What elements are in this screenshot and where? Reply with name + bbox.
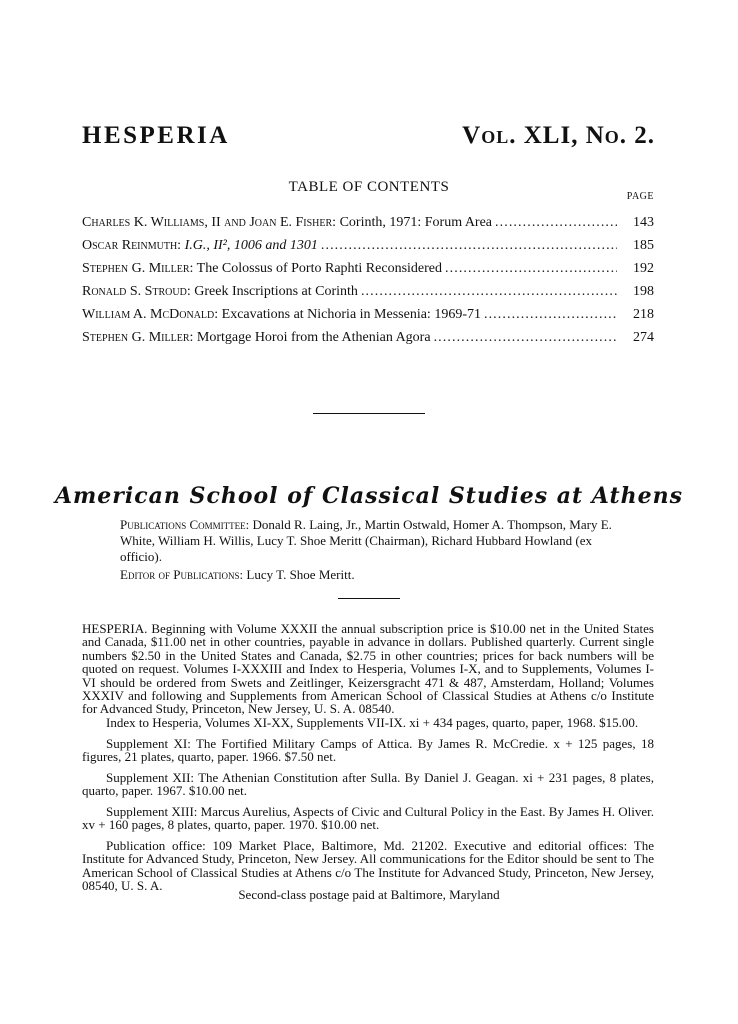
toc-page: 274: [633, 330, 654, 345]
toc-title: Greek Inscriptions at Corinth: [194, 284, 358, 299]
editor-label: Editor of Publications:: [120, 567, 244, 582]
postage-note: Second-class postage paid at Baltimore, Maryland: [238, 887, 500, 902]
supplement-xii-paragraph: Supplement XII: The Athenian Constitution after Sulla. By Daniel J. Geagan. xi + 231 pages, 8 plates, quarto, paper. 1967. $10.00 net.: [82, 770, 654, 799]
toc-entry: [82, 215, 654, 235]
toc-page: 218: [633, 307, 654, 322]
toc-title: Corinth, 1971: Forum Area: [339, 215, 493, 230]
journal-title: HESPERIA: [82, 122, 230, 149]
subscription-paragraph: HESPERIA. Beginning with Volume XXXII the annual subscription price is $10.00 net in the United States and Canada, $11.00 net in other countries, payable in advance in dollars. Published quarterly. Current single numbers $2.50 in the United States and Canada, $2.75 in other countries; prices for back numbers will be quoted on request. Volumes I-XXXIII and Index to Hesperia, Volumes I-X, and to Supplements, Volumes I-VI should be ordered from Swets and Zeitlinger, Keizersgracht 471 & 487, Amsterdam, Holland; Volumes XXXIV and following and Supplements from American School of Classical Studies at Athens c/o Institute for Advanced Study, Princeton, New Jersey, U. S. A. 08540.: [82, 621, 654, 717]
publications-committee: [120, 517, 620, 565]
toc-title: The Colossus of Porto Raphti Reconsidered: [196, 261, 443, 276]
toc-entry: [82, 284, 654, 304]
toc-author: Stephen G. Miller:: [82, 330, 194, 345]
toc-title: Mortgage Horoi from the Athenian Agora: [196, 330, 431, 345]
toc-author: William A. McDonald:: [82, 307, 219, 322]
toc-heading: TABLE OF CONTENTS: [288, 179, 450, 195]
committee-members: Donald R. Laing, Jr., Martin Ostwald, Homer A. Thompson, Mary E. White, William H. Willis, Lucy T. Shoe Meritt (Chairman), Richard Hubbard Howland (ex officio).: [120, 517, 612, 564]
editor-line: [120, 567, 620, 583]
toc-page: 185: [633, 238, 654, 253]
index-paragraph: Index to Hesperia, Volumes XI-XX, Supplements VII-IX. xi + 434 pages, quarto, paper, 1968. $15.00.: [106, 715, 639, 730]
toc-author: Stephen G. Miller:: [82, 261, 194, 276]
toc-author: Oscar Reinmuth:: [82, 238, 182, 253]
divider: [338, 598, 400, 599]
toc-author: Ronald S. Stroud:: [82, 284, 191, 299]
office-paragraph: Publication office: 109 Market Place, Baltimore, Md. 21202. Executive and editorial offices: The Institute for Advanced Study, Princeton, New Jersey. All communications for the Editor should be sent to The American School of Classical Studies at Athens c/o The Institute for Advanced Study, Princeton, New Jersey, 08540, U. S. A.: [82, 838, 654, 894]
toc-entry: [82, 330, 654, 350]
toc-author: Charles K. Williams, II and Joan E. Fisher:: [82, 215, 337, 230]
society-name: American School of Classical Studies at Athens: [54, 483, 684, 509]
dot-leader: [434, 330, 617, 346]
divider: [313, 413, 425, 414]
volume-number: Vol. XLI, No. 2.: [462, 122, 655, 149]
dot-leader: [495, 215, 617, 231]
committee-label: Publications Committee:: [120, 517, 250, 532]
toc-entry: [82, 307, 654, 327]
toc-page: 143: [633, 215, 654, 230]
dot-leader: [445, 261, 617, 277]
supplement-xiii-paragraph: Supplement XIII: Marcus Aurelius, Aspects of Civic and Cultural Policy in the East. By James H. Oliver. xv + 160 pages, 8 plates, quarto, paper. 1970. $10.00 net.: [82, 804, 654, 833]
page-column-label: PAGE: [626, 191, 654, 202]
dot-leader: [484, 307, 617, 323]
dot-leader: [321, 238, 617, 254]
toc-entry: [82, 238, 654, 258]
toc-entry: [82, 261, 654, 281]
supplement-xi-paragraph: Supplement XI: The Fortified Military Camps of Attica. By James R. McCredie. x + 125 pages, 18 figures, 21 plates, quarto, paper. 1966. $7.50 net.: [82, 736, 654, 765]
dot-leader: [361, 284, 617, 300]
editor-name: Lucy T. Shoe Meritt.: [246, 567, 355, 582]
toc-title: Excavations at Nichoria in Messenia: 1969-71: [221, 307, 481, 322]
toc-page: 198: [633, 284, 654, 299]
toc-page: 192: [633, 261, 654, 276]
toc-title: I.G., II², 1006 and 1301: [184, 238, 318, 253]
